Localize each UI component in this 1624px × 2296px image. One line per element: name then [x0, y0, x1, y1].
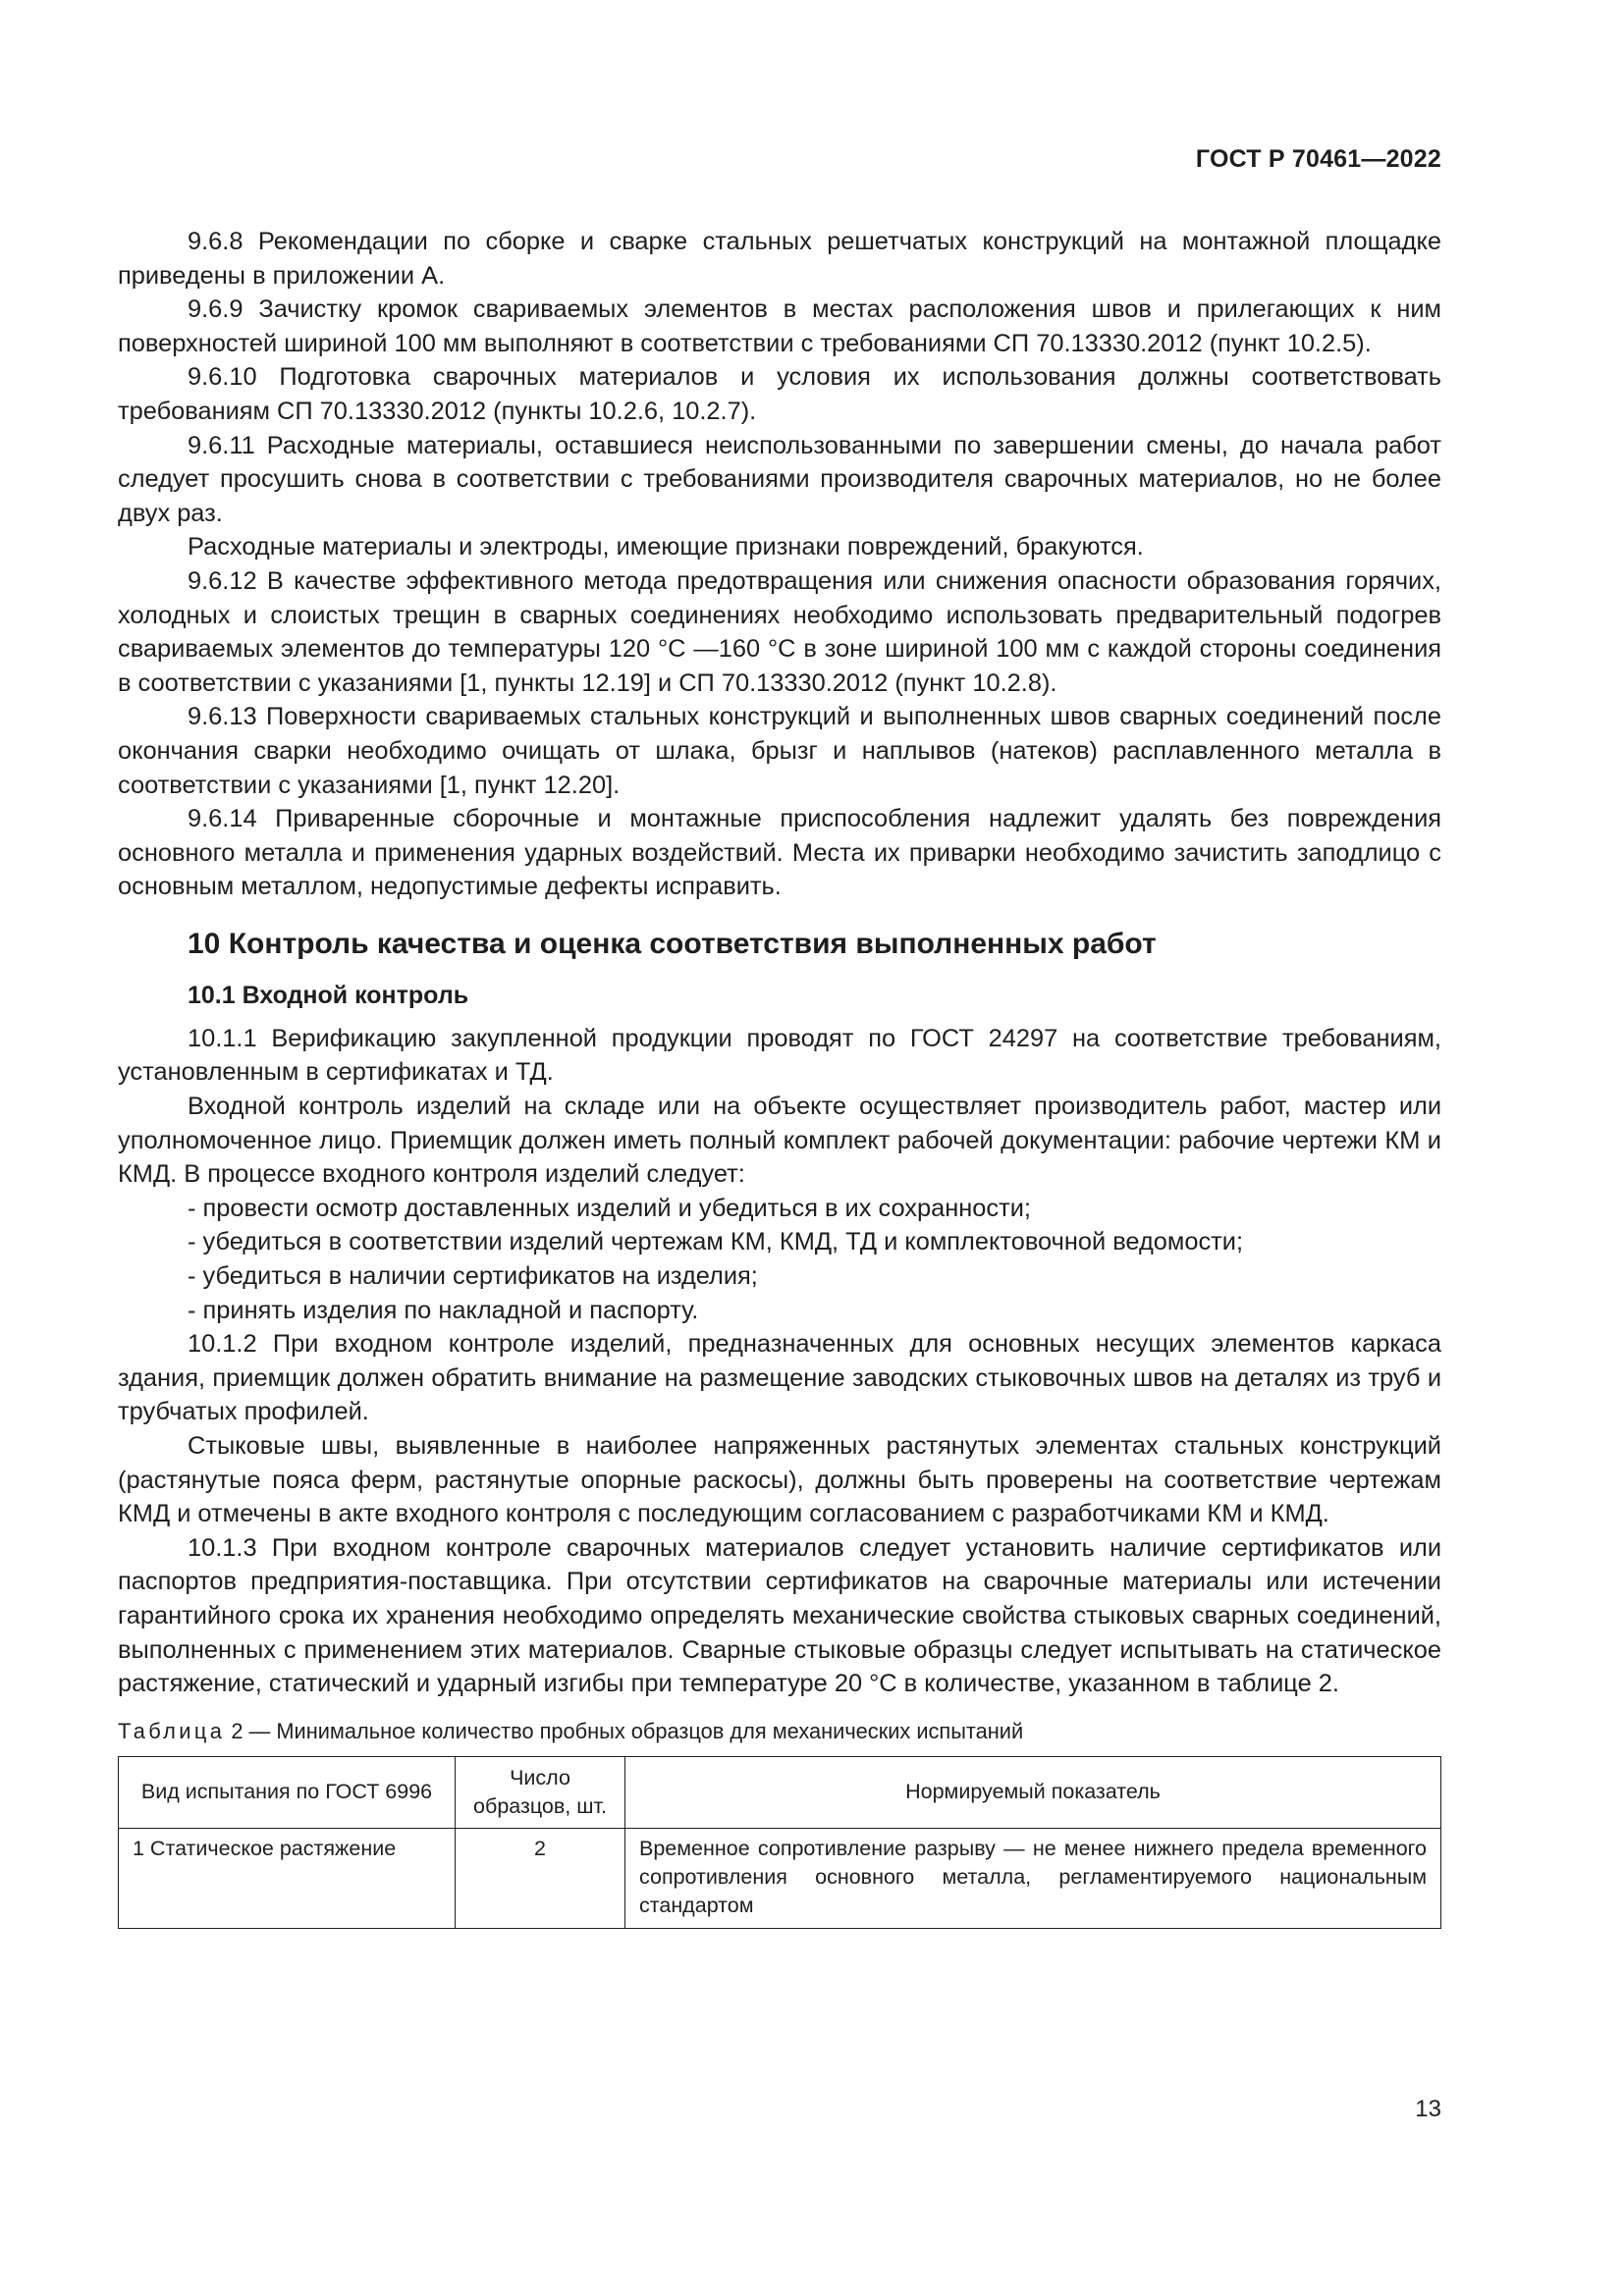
cell-norm-indicator: Временное сопротивление разрыву — не менее нижнего предела временного сопротивления основного металла, регламентируемого национальным стандартом	[625, 1828, 1441, 1928]
header-test-type: Вид испытания по ГОСТ 6996	[119, 1756, 456, 1828]
list-item: - провести осмотр доставленных изделий и убедиться в их сохранности;	[188, 1194, 1031, 1222]
table-caption	[118, 1717, 1441, 1746]
table-row	[119, 1828, 1441, 1928]
paragraph-9-6-9: 9.6.9 Зачистку кромок свариваемых элементов в местах расположения швов и прилегающих к ним поверхностей шириной 100 мм выполняют в соответствии с требованиями СП 70.13330.2012 (пункт 10.2.5).	[118, 295, 1441, 357]
list-item: - принять изделия по накладной и паспорту.	[188, 1296, 699, 1324]
paragraph-9-6-8: 9.6.8 Рекомендации по сборке и сварке стальных решетчатых конструкций на монтажной площадке приведены в приложении А.	[118, 228, 1441, 290]
document-page	[118, 0, 1441, 2296]
paragraph-9-6-11-note: Расходные материалы и электроды, имеющие признаки повреждений, бракуются.	[188, 533, 1144, 561]
paragraph-9-6-11: 9.6.11 Расходные материалы, оставшиеся неиспользованными по завершении смены, до начала работ следует просушить снова в соответствии с требованиями производителя сварочных материалов, но не более двух раз.	[118, 431, 1441, 527]
list-item: - убедиться в наличии сертификатов на изделия;	[188, 1262, 758, 1291]
paragraph-10-1-1: 10.1.1 Верификацию закупленной продукции проводят по ГОСТ 24297 на соответствие требованиям, установленным в сертификатах и ТД.	[118, 1024, 1441, 1087]
samples-table	[118, 1756, 1441, 1929]
paragraph-10-1-2: 10.1.2 При входном контроле изделий, предназначенных для основных несущих элементов каркаса здания, приемщик должен обратить внимание на размещение заводских стыковочных швов на деталях из труб и трубчатых профилей.	[118, 1330, 1441, 1426]
paragraph-9-6-10: 9.6.10 Подготовка сварочных материалов и условия их использования должны соответствовать требованиям СП 70.13330.2012 (пункты 10.2.6, 10.2.7).	[118, 363, 1441, 425]
list-item: - убедиться в соответствии изделий чертежам КМ, КМД, ТД и комплектовочной ведомости;	[188, 1228, 1244, 1256]
cell-sample-count: 2	[456, 1828, 625, 1928]
paragraph-incoming-control: Входной контроль изделий на складе или на объекте осуществляет производитель работ, мастер или уполномоченное лицо. Приемщик должен иметь полный комплект рабочей документации: рабочие чертежи КМ и КМД. В процессе входного контроля изделий следует:	[118, 1093, 1441, 1189]
cell-test-type: 1 Статическое растяжение	[119, 1828, 456, 1928]
document-body	[118, 225, 1441, 1929]
table-header-row	[119, 1756, 1441, 1828]
paragraph-9-6-12: 9.6.12 В качестве эффективного метода предотвращения или снижения опасности образования горячих, холодных и слоистых трещин в сварных соединениях необходимо использовать предварительный подогрев свариваемых элементов до температуры 120 °С —160 °С в зоне шириной 100 мм с каждой стороны соединения в соответствии с указаниями [1, пункты 12.19] и СП 70.13330.2012 (пункт 10.2.8).	[118, 566, 1441, 697]
standard-number: ГОСТ Р 70461—2022	[1195, 145, 1441, 173]
header-sample-count: Число образцов, шт.	[456, 1756, 625, 1828]
paragraph-9-6-14: 9.6.14 Приваренные сборочные и монтажные приспособления надлежит удалять без повреждения основного металла и применения ударных воздействий. Места их приварки необходимо зачистить заподлицо с основным металлом, недопустимые дефекты исправить.	[118, 805, 1441, 901]
paragraph-butt-welds: Стыковые швы, выявленные в наиболее напряженных растянутых элементах стальных конструкций (растянутые пояса ферм, растянутые опорные раскосы), должны быть проверены на соответствие чертежам КМД и отмечены в акте входного контроля с последующим согласованием с разработчиками КМ и КМД.	[118, 1432, 1441, 1528]
table-caption-word: Таблица	[118, 1718, 226, 1743]
section-title: 10 Контроль качества и оценка соответствия выполненных работ	[188, 927, 1157, 960]
page-number: 13	[1415, 2096, 1441, 2122]
table-caption-text: 2 — Минимальное количество пробных образцов для механических испытаний	[231, 1718, 1024, 1743]
subsection-title: 10.1 Входной контроль	[188, 981, 469, 1009]
paragraph-9-6-13: 9.6.13 Поверхности свариваемых стальных конструкций и выполненных швов сварных соединений после окончания сварки необходимо очищать от шлака, брызг и наплывов (натеков) расплавленного металла в соответствии с указаниями [1, пункт 12.20].	[118, 703, 1441, 799]
header-norm-indicator: Нормируемый показатель	[625, 1756, 1441, 1828]
paragraph-10-1-3: 10.1.3 При входном контроле сварочных материалов следует установить наличие сертификатов или паспортов предприятия-поставщика. При отсутствии сертификатов на сварочные материалы или истечении гарантийного срока их хранения необходимо определять механические свойства стыковых сварных соединений, выполненных с применением этих материалов. Сварные стыковые образцы следует испытывать на статическое растяжение, статический и ударный изгибы при температуре 20 °С в количестве, указанном в таблице 2.	[118, 1533, 1441, 1698]
